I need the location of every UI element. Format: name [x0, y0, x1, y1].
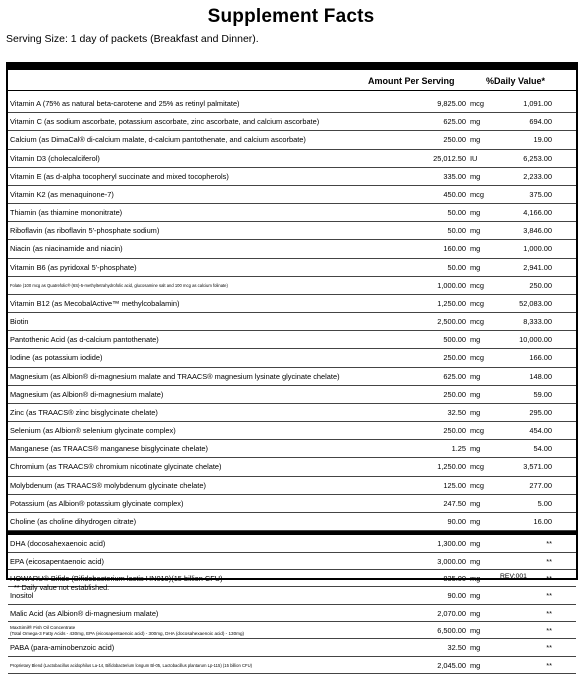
- amount-unit: mcg: [470, 426, 484, 436]
- other-ingredients-group: [8, 535, 576, 674]
- amount-unit: mg: [470, 626, 481, 636]
- daily-value: 148.00: [529, 371, 552, 381]
- daily-value: 10,000.00: [519, 335, 552, 345]
- amount-value: 25,012.50: [433, 153, 466, 163]
- daily-value: 295.00: [529, 407, 552, 417]
- nutrient-name: Iodine (as potassium iodide): [10, 353, 103, 363]
- amount-value: 250.00: [443, 135, 466, 145]
- amount-value: 335.00: [443, 171, 466, 181]
- nutrient-name: Biotin: [10, 317, 29, 327]
- amount-value: 1,250.00: [437, 462, 466, 472]
- revision-label: REV:001: [500, 573, 527, 580]
- amount-unit: mcg: [470, 353, 484, 363]
- amount-unit: mcg: [470, 317, 484, 327]
- nutrient-name: Vitamin D3 (cholecalciferol): [10, 153, 100, 163]
- amount-unit: mg: [470, 171, 481, 181]
- nutrient-name: Magnesium (as Albion® di-magnesium malate): [10, 389, 164, 399]
- table-row: [8, 295, 576, 313]
- daily-value: 250.00: [529, 280, 552, 290]
- nutrient-name: Vitamin B12 (as MecobalActive™ methylcobalamin): [10, 298, 180, 308]
- amount-unit: IU: [470, 153, 478, 163]
- amount-value: 50.00: [447, 226, 466, 236]
- daily-value: 8,333.00: [523, 317, 552, 327]
- nutrient-name: Magnesium (as Albion® di-magnesium malate and TRAACS® magnesium lysinate glycinate chelate): [10, 371, 340, 381]
- nutrient-name: Thiamin (as thiamine mononitrate): [10, 208, 123, 218]
- amount-unit: mg: [470, 335, 481, 345]
- nutrient-name: MaxSimil® Fish Oil Concentrate: [10, 625, 76, 631]
- daily-value: **: [546, 573, 552, 583]
- daily-value: **: [546, 626, 552, 636]
- table-row: [8, 622, 576, 639]
- header-rule: [8, 90, 576, 91]
- page-title: Supplement Facts: [207, 6, 375, 27]
- table-row: [8, 204, 576, 222]
- daily-value: 6,253.00: [523, 153, 552, 163]
- amount-unit: mg: [470, 117, 481, 127]
- daily-value: 277.00: [529, 480, 552, 490]
- header-band: [8, 64, 576, 70]
- table-row: [8, 553, 576, 570]
- table-row: [8, 240, 576, 258]
- nutrient-name: Manganese (as TRAACS® manganese bisglycinate chelate): [10, 444, 208, 454]
- daily-value: 2,233.00: [523, 171, 552, 181]
- table-row: [8, 368, 576, 386]
- amount-value: 1,300.00: [437, 539, 466, 549]
- nutrient-name: Vitamin E (as d-alpha tocopheryl succinate and mixed tocopherols): [10, 171, 229, 181]
- amount-value: 50.00: [447, 208, 466, 218]
- amount-value: 32.50: [447, 643, 466, 653]
- table-row: [8, 186, 576, 204]
- table-row: [8, 222, 576, 240]
- nutrient-name: Chromium (as TRAACS® chromium nicotinate glycinate chelate): [10, 462, 222, 472]
- table-row: [8, 535, 576, 552]
- amount-unit: mg: [470, 556, 481, 566]
- amount-unit: mcg: [470, 280, 484, 290]
- amount-unit: mg: [470, 643, 481, 653]
- daily-value: 16.00: [533, 516, 552, 526]
- amount-unit: mg: [470, 226, 481, 236]
- amount-unit: mg: [470, 608, 481, 618]
- table-row: [8, 331, 576, 349]
- daily-value: **: [546, 643, 552, 653]
- table-row: [8, 495, 576, 513]
- daily-value: 166.00: [529, 353, 552, 363]
- table-row: [8, 349, 576, 367]
- amount-value: 835.00: [443, 573, 466, 583]
- daily-value: 375.00: [529, 189, 552, 199]
- amount-value: 250.00: [443, 353, 466, 363]
- nutrient-name: Niacin (as niacinamide and niacin): [10, 244, 123, 254]
- amount-value: 3,000.00: [437, 556, 466, 566]
- amount-unit: mcg: [470, 99, 484, 108]
- vitamins-minerals-group: [8, 95, 576, 531]
- table-row: [8, 440, 576, 458]
- table-row: [8, 386, 576, 404]
- nutrient-name: Potassium (as Albion® potassium glycinate complex): [10, 498, 184, 508]
- nutrient-name: Folate (100 mcg as Quatrefolic® (6S)-5-methyltetrahydrofolic acid, glucosamine salt and 100 mcg as calcium folinate): [10, 282, 228, 288]
- table-row: [8, 422, 576, 440]
- table-row: [8, 458, 576, 476]
- amount-unit: mg: [470, 660, 481, 670]
- amount-unit: mcg: [470, 462, 484, 472]
- amount-column-header: Amount Per Serving: [368, 76, 455, 86]
- nutrient-name: Pantothenic Acid (as d-calcium pantothenate): [10, 335, 159, 345]
- table-row: [8, 657, 576, 674]
- nutrient-name: Vitamin K2 (as menaquinone-7): [10, 189, 114, 199]
- amount-unit: mg: [470, 516, 481, 526]
- amount-value: 250.00: [443, 426, 466, 436]
- amount-unit: mg: [470, 208, 481, 218]
- amount-unit: mg: [470, 135, 481, 145]
- amount-unit: mg: [470, 389, 481, 399]
- table-row: [8, 277, 576, 295]
- amount-unit: mg: [470, 539, 481, 549]
- amount-value: 90.00: [447, 516, 466, 526]
- amount-unit: mcg: [470, 189, 484, 199]
- table-row: [8, 477, 576, 495]
- table-row: [8, 313, 576, 331]
- daily-value: 1,000.00: [523, 244, 552, 254]
- amount-unit: mcg: [470, 480, 484, 490]
- daily-value: 4,166.00: [523, 208, 552, 218]
- footnote: ** Daily value not established.: [14, 583, 110, 592]
- nutrient-name: Vitamin C (as sodium ascorbate, potassium ascorbate, zinc ascorbate, and calcium ascorbate): [10, 117, 320, 127]
- daily-value: 5.00: [537, 498, 552, 508]
- amount-unit: mg: [470, 244, 481, 254]
- amount-value: 450.00: [443, 189, 466, 199]
- table-row: [8, 259, 576, 277]
- amount-unit: mg: [470, 371, 481, 381]
- amount-unit: mcg: [470, 298, 484, 308]
- nutrient-name: Riboflavin (as riboflavin 5'-phosphate sodium): [10, 226, 160, 236]
- table-row: [8, 150, 576, 168]
- daily-value: 454.00: [529, 426, 552, 436]
- table-row: [8, 113, 576, 131]
- table-row: [8, 168, 576, 186]
- nutrient-name: DHA (docosahexaenoic acid): [10, 539, 106, 549]
- amount-value: 500.00: [443, 335, 466, 345]
- amount-unit: mg: [470, 262, 481, 272]
- amount-value: 625.00: [443, 371, 466, 381]
- nutrient-name: Choline (as choline dihydrogen citrate): [10, 516, 137, 526]
- nutrient-name: Proprietary Blend (Lactobacillus acidophilus La-14, Bifidobacterium longum Bl-05, Lactobacillus plantarum Lp-115) (15 billion CFU): [10, 662, 252, 668]
- table-row: [8, 95, 576, 113]
- amount-value: 250.00: [443, 389, 466, 399]
- nutrient-name: EPA (eicosapentaenoic acid): [10, 556, 104, 566]
- amount-unit: mg: [470, 444, 481, 454]
- table-row: [8, 131, 576, 149]
- nutrient-name: PABA (para-aminobenzoic acid): [10, 643, 115, 653]
- amount-unit: mg: [470, 591, 481, 601]
- nutrient-name-block: [10, 625, 244, 637]
- daily-value: 52,083.00: [519, 298, 552, 308]
- daily-value: **: [546, 539, 552, 549]
- daily-value: **: [546, 556, 552, 566]
- amount-value: 1,000.00: [437, 280, 466, 290]
- daily-value: 59.00: [533, 389, 552, 399]
- daily-value: **: [546, 660, 552, 670]
- amount-value: 9,825.00: [437, 99, 466, 108]
- nutrient-name: Calcium (as DimaCal® di-calcium malate, d-calcium pantothenate, and calcium ascorbate): [10, 135, 306, 145]
- amount-value: 2,045.00: [437, 660, 466, 670]
- amount-value: 90.00: [447, 591, 466, 601]
- daily-value: 19.00: [533, 135, 552, 145]
- table-row: [8, 513, 576, 531]
- table-row: [8, 605, 576, 622]
- nutrient-name: Selenium (as Albion® selenium glycinate complex): [10, 426, 176, 436]
- daily-value: 3,571.00: [523, 462, 552, 472]
- daily-value: 1,091.00: [523, 99, 552, 108]
- nutrient-name-detail: (Total Omega-3 Fatty Acids - 430mg, EPA (eicosapentaenoic acid) - 300mg, DHA (docosahexaenoic acid) - 130mg): [10, 631, 245, 637]
- daily-value: 3,846.00: [523, 226, 552, 236]
- amount-value: 1.25: [451, 444, 466, 454]
- nutrient-name: Molybdenum (as TRAACS® molybdenum glycinate chelate): [10, 480, 206, 490]
- nutrient-name: Vitamin A (75% as natural beta-carotene and 25% as retinyl palmitate): [10, 99, 240, 108]
- nutrient-name: Malic Acid (as Albion® di-magnesium malate): [10, 608, 159, 618]
- amount-value: 1,250.00: [437, 298, 466, 308]
- amount-value: 2,500.00: [437, 317, 466, 327]
- amount-value: 50.00: [447, 262, 466, 272]
- daily-value: 2,941.00: [523, 262, 552, 272]
- amount-unit: mg: [470, 573, 481, 583]
- amount-value: 2,070.00: [437, 608, 466, 618]
- table-row: [8, 404, 576, 422]
- serving-size: Serving Size: 1 day of packets (Breakfast and Dinner).: [6, 33, 259, 45]
- amount-value: 625.00: [443, 117, 466, 127]
- amount-value: 32.50: [447, 407, 466, 417]
- amount-unit: mg: [470, 498, 481, 508]
- amount-value: 160.00: [443, 244, 466, 254]
- daily-value-column-header: %Daily Value*: [486, 76, 546, 86]
- daily-value: **: [546, 608, 552, 618]
- daily-value: **: [546, 591, 552, 601]
- daily-value: 54.00: [533, 444, 552, 454]
- table-row: [8, 639, 576, 656]
- amount-value: 6,500.00: [437, 626, 466, 636]
- nutrient-name: HOWARU® Bifido (Bifidobacterium lactis HN019)(15 billion CFU): [10, 573, 223, 583]
- amount-value: 247.50: [443, 498, 466, 508]
- amount-unit: mg: [470, 407, 481, 417]
- nutrient-name: Vitamin B6 (as pyridoxal 5'-phosphate): [10, 262, 137, 272]
- daily-value: 694.00: [529, 117, 552, 127]
- nutrient-name: Inositol: [10, 591, 34, 601]
- nutrient-name: Zinc (as TRAACS® zinc bisglycinate chelate): [10, 407, 158, 417]
- amount-value: 125.00: [443, 480, 466, 490]
